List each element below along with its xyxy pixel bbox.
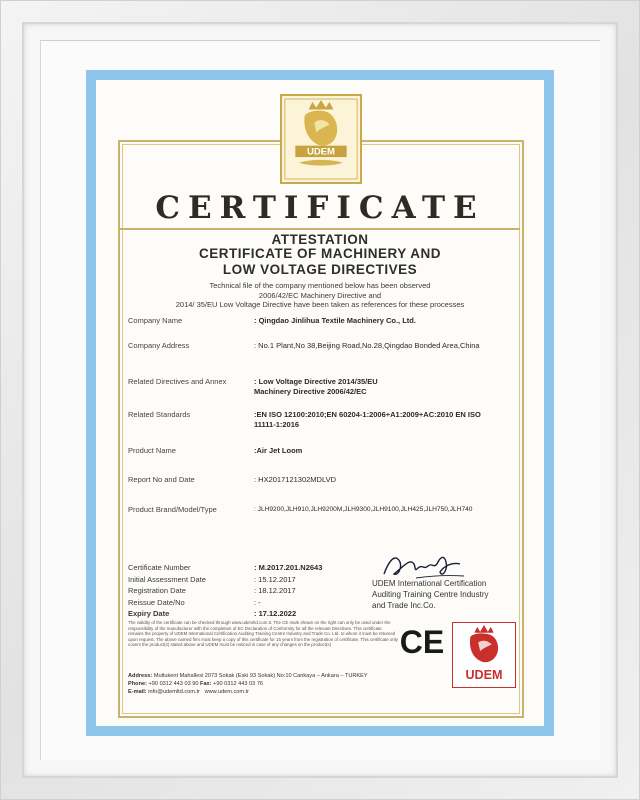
registration-row (128, 608, 328, 620)
issuer-line: and Trade Inc.Co. (372, 601, 436, 610)
lion-crest-red-icon (453, 623, 515, 687)
registration-label: Reissue Date/No (128, 597, 185, 607)
fax-label: Fax: (200, 681, 212, 687)
field-label: Company Address (128, 341, 190, 350)
registration-value: : 15.12.2017 (254, 574, 296, 584)
registration-label: Initial Assessment Date (128, 574, 206, 584)
registration-label: Expiry Date (128, 609, 170, 618)
intro-line: Technical file of the company mentioned below has been observed (209, 281, 431, 290)
address-line (128, 672, 448, 680)
email-line (128, 688, 448, 696)
registration-block (128, 562, 328, 620)
email-value: info@udemltd.com.tr (148, 689, 200, 695)
field-value: :EN ISO 12100:2010;EN 60204-1:2006+A1:2009+AC:2010 EN ISO 11111-1:2016 (254, 410, 481, 429)
field-value: : HX2017121302MDLVD (254, 475, 336, 484)
logo-top-text: UDEM (307, 146, 335, 158)
logo-bottom-text: UDEM (465, 668, 503, 683)
signature-icon (380, 548, 470, 582)
field-label: Report No and Date (128, 475, 195, 484)
email-label: E-mail: (128, 689, 147, 695)
field-label: Related Directives and Annex (128, 377, 227, 386)
field-value: : No.1 Plant,No 38,Beijing Road,No.28,Qingdao Bonded Area,China (254, 341, 480, 350)
registration-value: : 18.12.2017 (254, 586, 296, 595)
registration-value: : M.2017.201.N2643 (254, 563, 323, 572)
issuer-line: Auditing Training Centre Industry (372, 590, 489, 599)
web-value: www.udem.com.tr (204, 689, 250, 695)
ce-mark-icon (398, 624, 446, 658)
directive-heading-line1: CERTIFICATE OF MACHINERY AND (199, 246, 441, 261)
field-label: Company Name (128, 316, 183, 325)
field-value: : Low Voltage Directive 2014/35/EU Machinery Directive 2006/42/EC (254, 377, 378, 396)
attestation-heading: ATTESTATION (271, 232, 369, 247)
certificate-title: CERTIFICATE (155, 190, 485, 226)
lion-crest-icon (282, 96, 360, 182)
field-value: : Qingdao Jinlihua Textile Machinery Co., Ltd. (254, 316, 416, 325)
registration-row (128, 597, 328, 609)
issuer-line: UDEM International Certification (372, 579, 487, 588)
field-value: : JLH9200,JLH910,JLH9200M,JLH9300,JLH9100,JLH425,JLH750,JLH740 (254, 506, 473, 513)
issuer-block (372, 578, 522, 611)
contact-block (128, 672, 448, 696)
registration-label: Certificate Number (128, 563, 191, 572)
phone-label: Phone: (128, 681, 147, 687)
ce-mark-text: CE (399, 624, 445, 658)
intro-line: 2014/ 35/EU Low Voltage Directive have been taken as references for these processes (175, 300, 465, 309)
field-label: Product Brand/Model/Type (128, 505, 217, 514)
title-underline (120, 228, 520, 230)
directive-heading-line2: LOW VOLTAGE DIRECTIVES (222, 262, 418, 277)
field-label: Related Standards (128, 410, 191, 419)
field-label: Product Name (128, 446, 176, 455)
address-value: Mutlukent Mahallesi 2073 Sokak (Eski 93 Sokak) No:10 Cankaya – Ankara – TURKEY (153, 673, 368, 679)
phone-line (128, 680, 448, 688)
udem-logo-top (280, 94, 362, 184)
fine-print: The validity of the certificate can be checked through www.udemltd.com.tr. The CE mark shown on the right can only be used under the responsibility of the manufacturer with the completion of EC Declaration of Conformity for all the relevant Directives. This certificate remains the property of UDEM International Certification Auditing Training Centre Industry and Trade Co. Ltd. to whom it must be returned upon request. The above named firm must keep a copy of this certificate for 15 years from the registration of certificate. This certificate only covers the product(s) stated above and UDEM must be noticed in case of any changes on the product(s) (128, 620, 398, 648)
intro-text (120, 281, 520, 310)
directive-heading (110, 246, 530, 278)
registration-row (128, 574, 328, 586)
registration-value: : - (254, 597, 261, 607)
intro-line: 2006/42/EC Machinery Directive and (258, 290, 382, 300)
registration-row (128, 562, 328, 574)
udem-logo-bottom (452, 622, 516, 688)
registration-row (128, 585, 328, 597)
fax-value: +90 0312 443 03 76 (213, 681, 264, 687)
address-label: Address: (128, 673, 153, 679)
phone-value: +90 0312 443 03 90 (148, 681, 199, 687)
registration-value: : 17.12.2022 (254, 609, 297, 618)
registration-label: Registration Date (128, 586, 186, 595)
field-value: :Air Jet Loom (254, 446, 303, 455)
